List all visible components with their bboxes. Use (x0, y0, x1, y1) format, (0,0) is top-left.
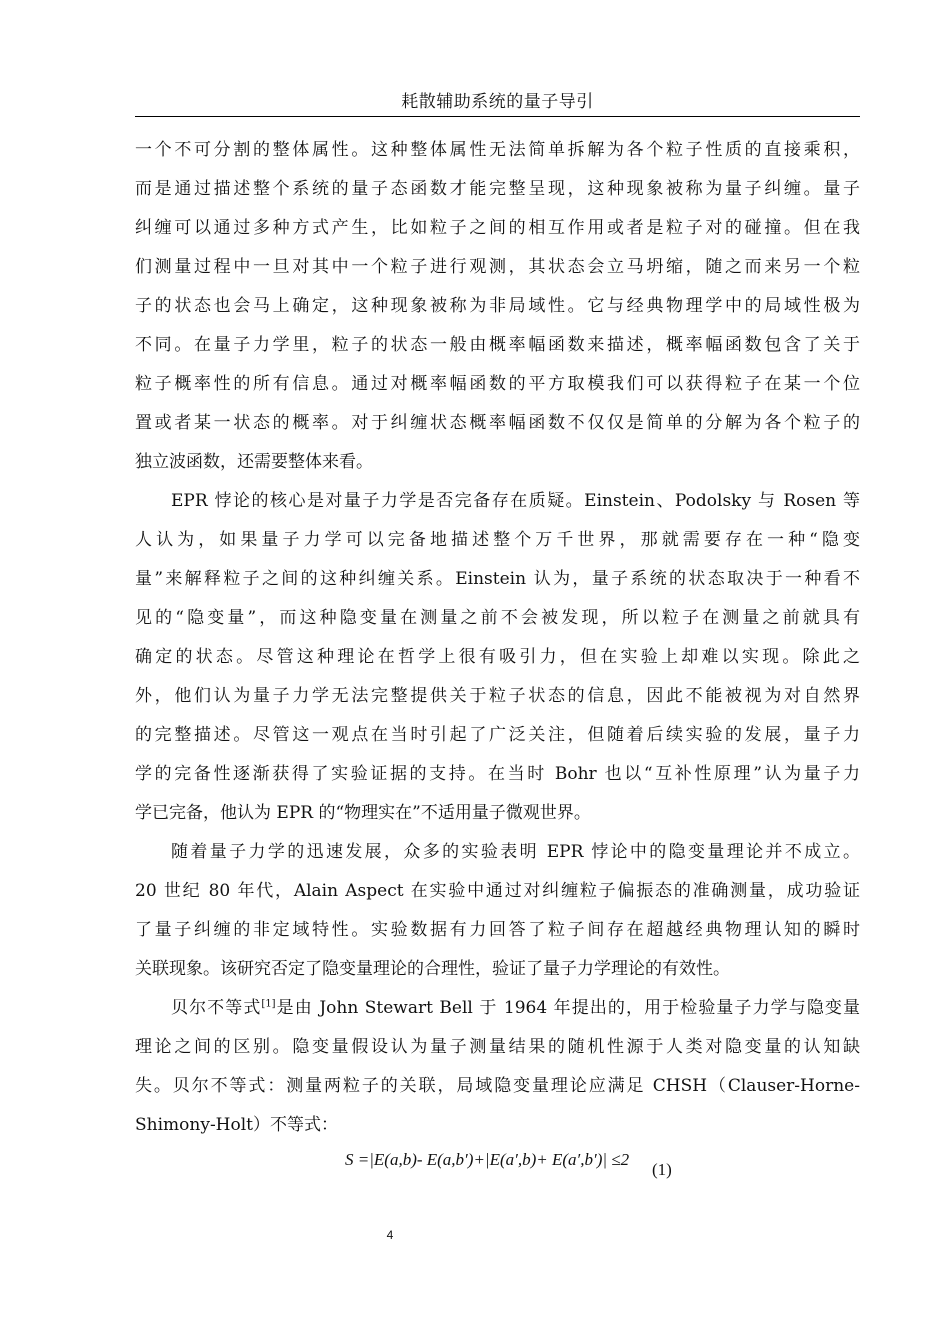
page-number: 4 (386, 1228, 394, 1242)
text-line: 失。贝尔不等式：测量两粒子的关联，局域隐变量理论应满足 CHSH（Clauser-Horne- (135, 1076, 860, 1096)
running-header: 耗散辅助系统的量子导引 (401, 92, 594, 112)
text-line: 纠缠可以通过多种方式产生，比如粒子之间的相互作用或者是粒子对的碰撞。但在我 (135, 218, 860, 238)
text-line: 不同。在量子力学里，粒子的状态一般由概率幅函数来描述，概率幅函数包含了关于 (135, 335, 860, 355)
paragraph-4 (135, 989, 860, 1145)
text-line (135, 989, 860, 1028)
text-line: 子的状态也会马上确定，这种现象被称为非局域性。它与经典物理学中的局域性极为 (135, 296, 860, 316)
text-line: 了量子纠缠的非定域特性。实验数据有力回答了粒子间存在超越经典物理认知的瞬时 (135, 920, 860, 940)
text-line: 确定的状态。尽管这种理论在哲学上很有吸引力，但在实验上却难以实现。除此之 (135, 647, 860, 667)
text-line: 的完整描述。尽管这一观点在当时引起了广泛关注，但随着后续实验的发展，量子力 (135, 725, 860, 745)
text-line: 学已完备，他认为 EPR 的“物理实在”不适用量子微观世界。 (135, 803, 591, 823)
text-line: 外，他们认为量子力学无法完整提供关于粒子状态的信息，因此不能被视为对自然界 (135, 686, 860, 706)
text-line: 理论之间的区别。隐变量假设认为量子测量结果的随机性源于人类对隐变量的认知缺 (135, 1037, 860, 1057)
citation-marker[interactable]: [1] (261, 998, 276, 1010)
header-rule (135, 116, 860, 117)
text-line: 人认为，如果量子力学可以完备地描述整个万千世界，那就需要存在一种“隐变 (135, 530, 860, 550)
text-line: Shimony-Holt）不等式： (135, 1115, 339, 1135)
body-text (135, 131, 860, 1145)
paragraph-3 (135, 833, 860, 989)
paragraph-1 (135, 131, 860, 482)
text-line: EPR 悖论的核心是对量子力学是否完备存在质疑。Einstein、Podolsky 与 Rosen 等 (171, 491, 860, 511)
text-line: 见的“隐变量”，而这种隐变量在测量之前不会被发现，所以粒子在测量之前就具有 (135, 608, 860, 628)
text-line: 关联现象。该研究否定了隐变量理论的合理性，验证了量子力学理论的有效性。 (135, 959, 730, 979)
text-line: 学的完备性逐渐获得了实验证据的支持。在当时 Bohr 也以“互补性原理”认为量子力 (135, 764, 860, 784)
chsh-equation: S =|E(a,b)- E(a,b′)+|E(a′,b)+ E(a′,b′)| ≤2 (345, 1150, 630, 1169)
text-line: 而是通过描述整个系统的量子态函数才能完整呈现，这种现象被称为量子纠缠。量子 (135, 179, 860, 199)
text-line: 置或者某一状态的概率。对于纠缠状态概率幅函数不仅仅是简单的分解为各个粒子的 (135, 413, 860, 433)
text-line: 一个不可分割的整体属性。这种整体属性无法简单拆解为各个粒子性质的直接乘积， (135, 140, 860, 160)
text-line: 粒子概率性的所有信息。通过对概率幅函数的平方取模我们可以获得粒子在某一个位 (135, 374, 860, 394)
text-line: 们测量过程中一旦对其中一个粒子进行观测，其状态会立马坍缩，随之而来另一个粒 (135, 257, 860, 277)
text-fragment: 贝尔不等式 (171, 998, 262, 1018)
text-line: 随着量子力学的迅速发展，众多的实验表明 EPR 悖论中的隐变量理论并不成立。 (171, 842, 860, 862)
text-line: 量”来解释粒子之间的这种纠缠关系。Einstein 认为，量子系统的状态取决于一种看不 (135, 569, 860, 589)
text-line: 独立波函数，还需要整体来看。 (135, 452, 373, 472)
equation-number: (1) (652, 1160, 672, 1179)
text-line: 20 世纪 80 年代，Alain Aspect 在实验中通过对纠缠粒子偏振态的准确测量，成功验证 (135, 881, 860, 901)
text-fragment: 是由 John Stewart Bell 于 1964 年提出的，用于检验量子力学与隐变量 (275, 998, 860, 1018)
paragraph-2 (135, 482, 860, 833)
